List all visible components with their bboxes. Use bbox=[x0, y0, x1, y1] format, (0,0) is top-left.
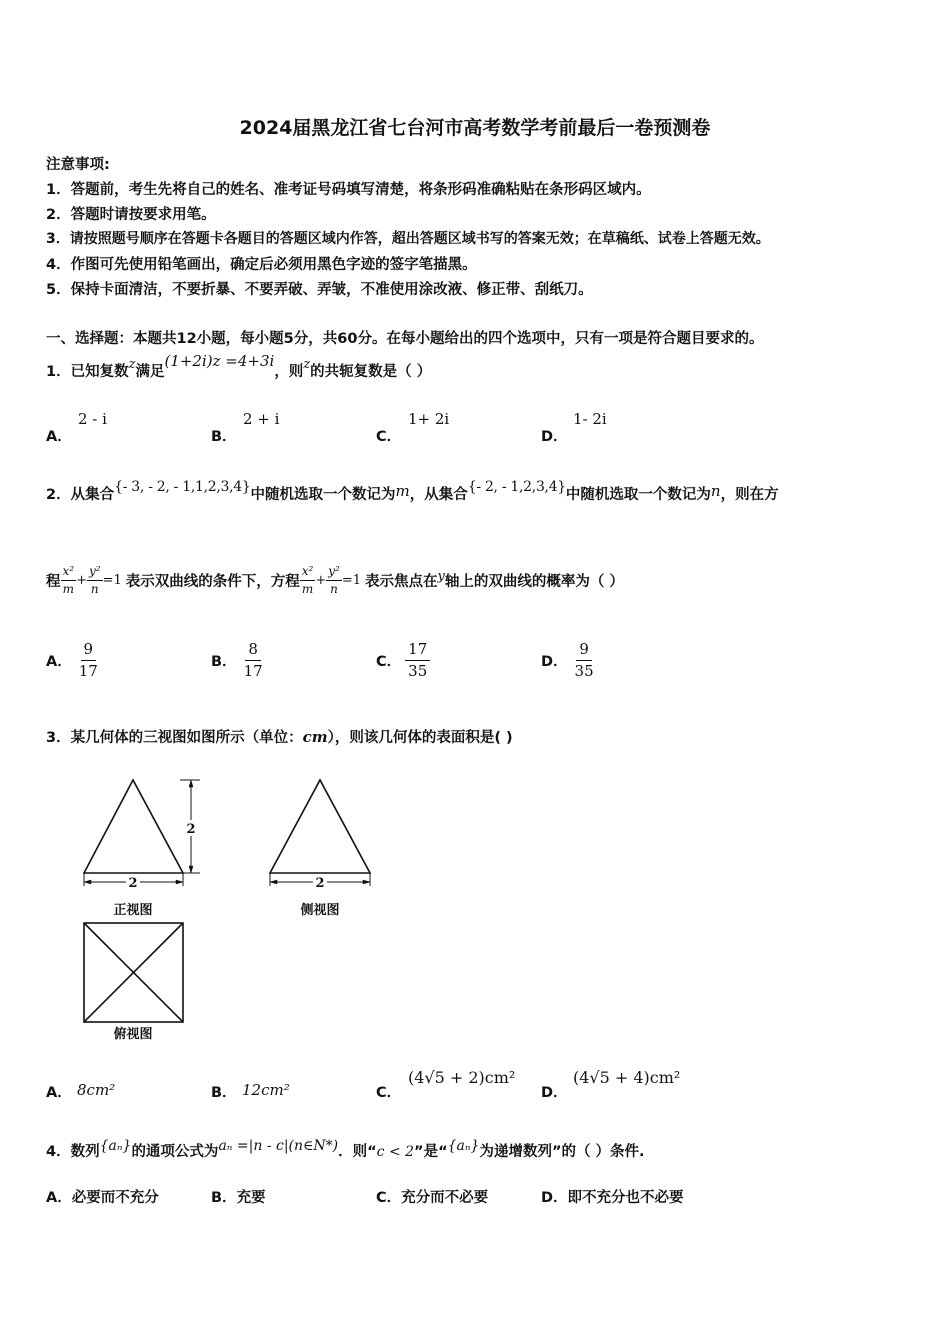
q1-suffix: 的共轭复数是（ ） bbox=[310, 364, 432, 380]
q2-set1: {- 3, - 2, - 1,1,2,3,4} bbox=[114, 479, 251, 495]
q2-var-n: n bbox=[710, 482, 721, 500]
q4-formula: aₙ =|n - c|(n∈N*) bbox=[218, 1138, 339, 1154]
q1-var-z: z bbox=[128, 357, 136, 372]
q2-option-d[interactable] bbox=[541, 640, 597, 681]
q2-eq1-rhs: =1 bbox=[102, 572, 122, 588]
q2-eq2-frac-y: $\frac{\text{y²}}{n}$ bbox=[328, 563, 340, 596]
side-view bbox=[270, 780, 370, 886]
q2-option-b-frac: $\frac{8}{17}$ bbox=[243, 640, 263, 680]
q3-option-c-label[interactable]: C． bbox=[376, 1085, 402, 1101]
q4-seq: {aₙ} bbox=[99, 1138, 132, 1154]
q2-eq1-frac-y: $\frac{\text{y²}}{n}$ bbox=[88, 563, 101, 596]
q4-option-b[interactable]: B．充要 bbox=[211, 1190, 266, 1206]
q2-option-d-label: D． bbox=[541, 654, 568, 670]
q2-option-c-frac: $\frac{17}{35}$ bbox=[405, 640, 430, 681]
q1-option-d[interactable]: 1- 2i bbox=[573, 410, 607, 428]
side-view-label: 侧视图 bbox=[300, 903, 340, 918]
q4-option-d[interactable]: D．即不充分也不必要 bbox=[541, 1190, 684, 1206]
q4-option-c[interactable]: C．充分而不必要 bbox=[376, 1190, 489, 1206]
q1-option-b-label[interactable]: B． bbox=[211, 429, 237, 445]
notice-item: 1．答题前，考生先将自己的姓名、准考证号码填写清楚，将条形码准确粘贴在条形码区域内。 bbox=[46, 182, 651, 198]
q2-mid2: ，从集合 bbox=[409, 487, 468, 503]
question-2-line2 bbox=[46, 560, 624, 600]
q2-eq1-plus: + bbox=[76, 572, 87, 588]
q3-option-c[interactable]: (4√5 + 2)cm² bbox=[408, 1068, 516, 1087]
q3-unit: cm bbox=[302, 728, 328, 746]
notice-item: 3．请按照题号顺序在答题卡各题目的答题区域内作答，超出答题区域书写的答案无效；在草稿纸、试卷上答题无效。 bbox=[46, 231, 770, 247]
q2-option-b-label: B． bbox=[211, 654, 237, 670]
question-3 bbox=[46, 726, 513, 747]
top-view-label: 俯视图 bbox=[113, 1027, 153, 1042]
q3-text: 3．某几何体的三视图如图所示（单位： bbox=[46, 730, 303, 746]
q1-equation: (1+2i)z =4+3i bbox=[164, 352, 275, 370]
q3-option-b-label[interactable]: B． bbox=[211, 1085, 237, 1101]
q3-option-a[interactable]: 8cm² bbox=[77, 1081, 116, 1099]
front-view bbox=[84, 780, 200, 886]
q2-eq1-frac-x: $\frac{\text{x²}}{m}$ bbox=[62, 563, 75, 596]
q2-var-y: y bbox=[437, 568, 445, 584]
three-view-figure bbox=[70, 770, 400, 1045]
page-title: 2024届黑龙江省七台河市高考数学考前最后一卷预测卷 bbox=[239, 117, 711, 139]
front-view-label: 正视图 bbox=[113, 903, 153, 918]
q2-option-c[interactable] bbox=[376, 640, 430, 681]
side-width-label: 2 bbox=[315, 876, 325, 891]
q2-eq2-plus: + bbox=[315, 572, 327, 588]
q1-prefix: 1．已知复数 bbox=[46, 364, 129, 380]
notice-item: 2．答题时请按要求用笔。 bbox=[46, 207, 216, 223]
q2-line2-suffix: 轴上的双曲线的概率为（ ） bbox=[444, 573, 624, 590]
q3-option-b[interactable]: 12cm² bbox=[242, 1081, 290, 1099]
q4-mid1: 的通项公式为 bbox=[131, 1144, 219, 1160]
q3-option-d[interactable]: (4√5 + 4)cm² bbox=[573, 1068, 681, 1087]
q1-option-d-label[interactable]: D． bbox=[541, 429, 568, 445]
q2-eq2-frac-x: $\frac{\text{x²}}{m}$ bbox=[301, 563, 314, 596]
q2-var-m: m bbox=[395, 482, 410, 500]
q2-option-d-frac: $\frac{9}{35}$ bbox=[574, 640, 594, 680]
q2-set2: {- 2, - 1,2,3,4} bbox=[467, 479, 566, 495]
q2-option-b[interactable] bbox=[211, 640, 266, 681]
q1-mid1: 满足 bbox=[135, 364, 165, 380]
q1-option-a-label[interactable]: A． bbox=[46, 429, 72, 445]
q1-var-z: z bbox=[303, 357, 311, 372]
q2-option-a-frac: $\frac{9}{17}$ bbox=[78, 640, 98, 680]
q4-mid2: ．则“ bbox=[338, 1144, 377, 1160]
section-heading: 一、选择题：本题共12小题，每小题5分，共60分。在每小题给出的四个选项中，只有一项是符合题目要求的。 bbox=[46, 331, 764, 347]
question-4 bbox=[46, 1140, 645, 1161]
q4-prefix: 4．数列 bbox=[46, 1144, 100, 1160]
q4-seq: {aₙ} bbox=[447, 1138, 480, 1154]
q2-mid3: 中随机选取一个数记为 bbox=[565, 487, 711, 503]
notice-item: 4．作图可先使用铅笔画出，确定后必须用黑色字迹的签字笔描黑。 bbox=[46, 257, 477, 273]
q2-option-c-label: C． bbox=[376, 654, 402, 670]
q4-cond: c < 2 bbox=[376, 1144, 415, 1160]
q2-suffix1: ，则在方 bbox=[720, 487, 779, 503]
q4-mid3: ”是“ bbox=[414, 1144, 448, 1160]
q3-option-d-label[interactable]: D． bbox=[541, 1085, 568, 1101]
question-2-line1 bbox=[46, 479, 779, 504]
q2-line2-mid1: 表示双曲线的条件下，方程 bbox=[125, 573, 300, 590]
q2-option-a[interactable] bbox=[46, 640, 101, 681]
q1-mid2: ，则 bbox=[274, 364, 304, 380]
q1-option-b[interactable]: 2 + i bbox=[243, 410, 280, 428]
q2-mid1: 中随机选取一个数记为 bbox=[250, 487, 396, 503]
q2-prefix: 2．从集合 bbox=[46, 487, 115, 503]
front-width-label: 2 bbox=[128, 876, 138, 891]
q3-option-a-label[interactable]: A． bbox=[46, 1085, 72, 1101]
q4-mid4: 为递增数列”的（ ）条件. bbox=[479, 1144, 645, 1160]
q4-option-a[interactable]: A．必要而不充分 bbox=[46, 1190, 159, 1206]
q2-option-a-label: A． bbox=[46, 654, 72, 670]
q2-line2-prefix: 程 bbox=[46, 573, 61, 590]
q1-option-a[interactable]: 2 - i bbox=[78, 410, 107, 428]
q1-option-c[interactable]: 1+ 2i bbox=[408, 410, 450, 428]
q2-line2-mid2: 表示焦点在 bbox=[365, 573, 438, 590]
question-1 bbox=[46, 352, 432, 381]
q2-eq2-rhs: =1 bbox=[341, 572, 361, 588]
front-height-label: 2 bbox=[186, 822, 196, 837]
q1-option-c-label[interactable]: C． bbox=[376, 429, 402, 445]
notice-heading: 注意事项: bbox=[46, 157, 110, 173]
notice-item: 5．保持卡面清洁，不要折暴、不要弄破、弄皱，不准使用涂改液、修正带、刮纸刀。 bbox=[46, 282, 593, 298]
q3-text2: ），则该几何体的表面积是( ) bbox=[327, 730, 513, 746]
top-view bbox=[84, 923, 183, 1022]
